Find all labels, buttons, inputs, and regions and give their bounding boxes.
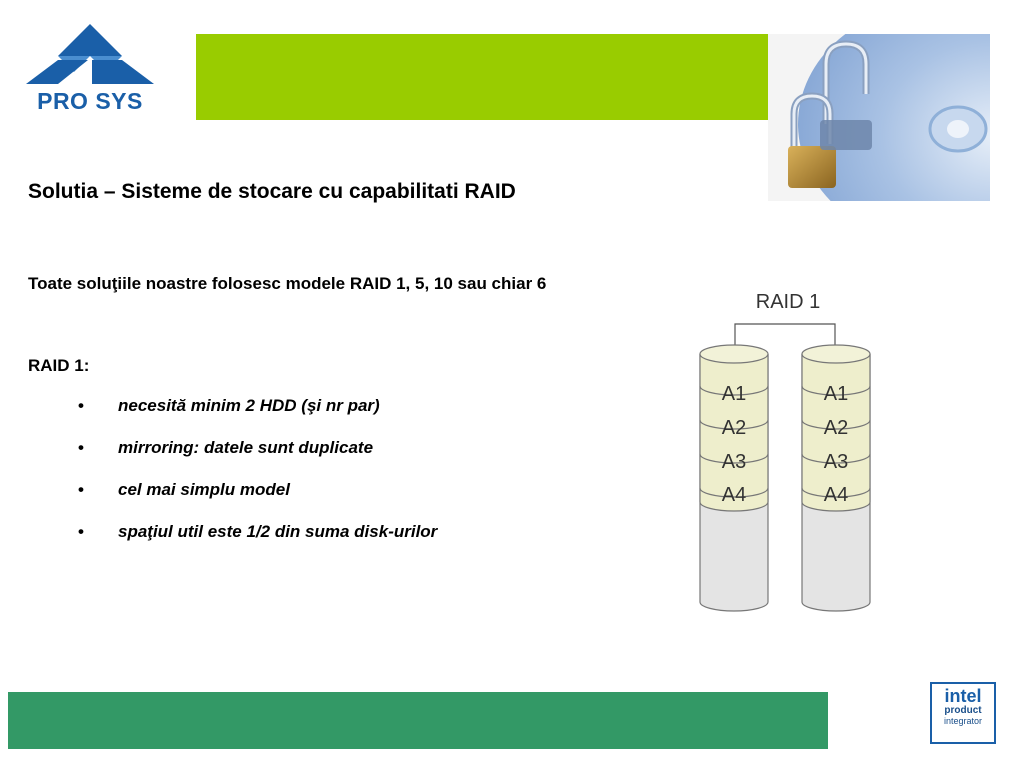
block-label: A2 bbox=[823, 417, 849, 439]
intel-brand: intel bbox=[944, 686, 982, 706]
intel-line-integrator: integrator bbox=[943, 716, 983, 726]
list-item bbox=[70, 522, 437, 564]
intel-line-product: product bbox=[944, 705, 982, 716]
bullet-dot-icon: • bbox=[78, 396, 84, 415]
pyramid-logo-icon bbox=[20, 22, 160, 92]
bullet-text: mirroring: datele sunt duplicate bbox=[118, 438, 374, 457]
disk-right bbox=[802, 345, 870, 611]
block-label: A3 bbox=[823, 451, 849, 473]
bullet-text: necesită minim 2 HDD (şi nr par) bbox=[118, 396, 380, 415]
bottom-green-bar bbox=[8, 692, 828, 749]
block-label: A4 bbox=[823, 484, 849, 506]
block-label: A3 bbox=[721, 451, 747, 473]
padlock-cd-photo bbox=[768, 34, 990, 201]
bullet-dot-icon: • bbox=[78, 522, 84, 541]
block-label: A4 bbox=[721, 484, 747, 506]
diagram-label: RAID 1 bbox=[755, 291, 821, 313]
logo-text: PRO SYS bbox=[37, 88, 143, 114]
disk-left bbox=[700, 345, 768, 611]
block-label: A2 bbox=[721, 417, 747, 439]
list-item bbox=[70, 438, 437, 480]
intel-product-integrator-badge bbox=[930, 682, 996, 744]
bullet-dot-icon: • bbox=[78, 480, 84, 499]
list-item bbox=[70, 480, 437, 522]
pro-sys-logo bbox=[20, 22, 160, 117]
list-item bbox=[70, 396, 437, 438]
block-label: A1 bbox=[721, 383, 747, 405]
bullet-text: cel mai simplu model bbox=[118, 480, 290, 499]
slide-subtitle: Toate soluţiile noastre folosesc modele RAID 1, 5, 10 sau chiar 6 bbox=[28, 274, 547, 293]
slide-title: Solutia – Sisteme de stocare cu capabilitati RAID bbox=[28, 180, 516, 203]
raid1-diagram bbox=[690, 284, 880, 620]
raid1-bullet-list bbox=[70, 396, 437, 564]
bullet-dot-icon: • bbox=[78, 438, 84, 457]
top-green-bar bbox=[196, 34, 768, 120]
bullet-text: spaţiul util este 1/2 din suma disk-urilor bbox=[118, 522, 438, 541]
raid1-heading: RAID 1: bbox=[28, 356, 90, 375]
block-label: A1 bbox=[823, 383, 849, 405]
